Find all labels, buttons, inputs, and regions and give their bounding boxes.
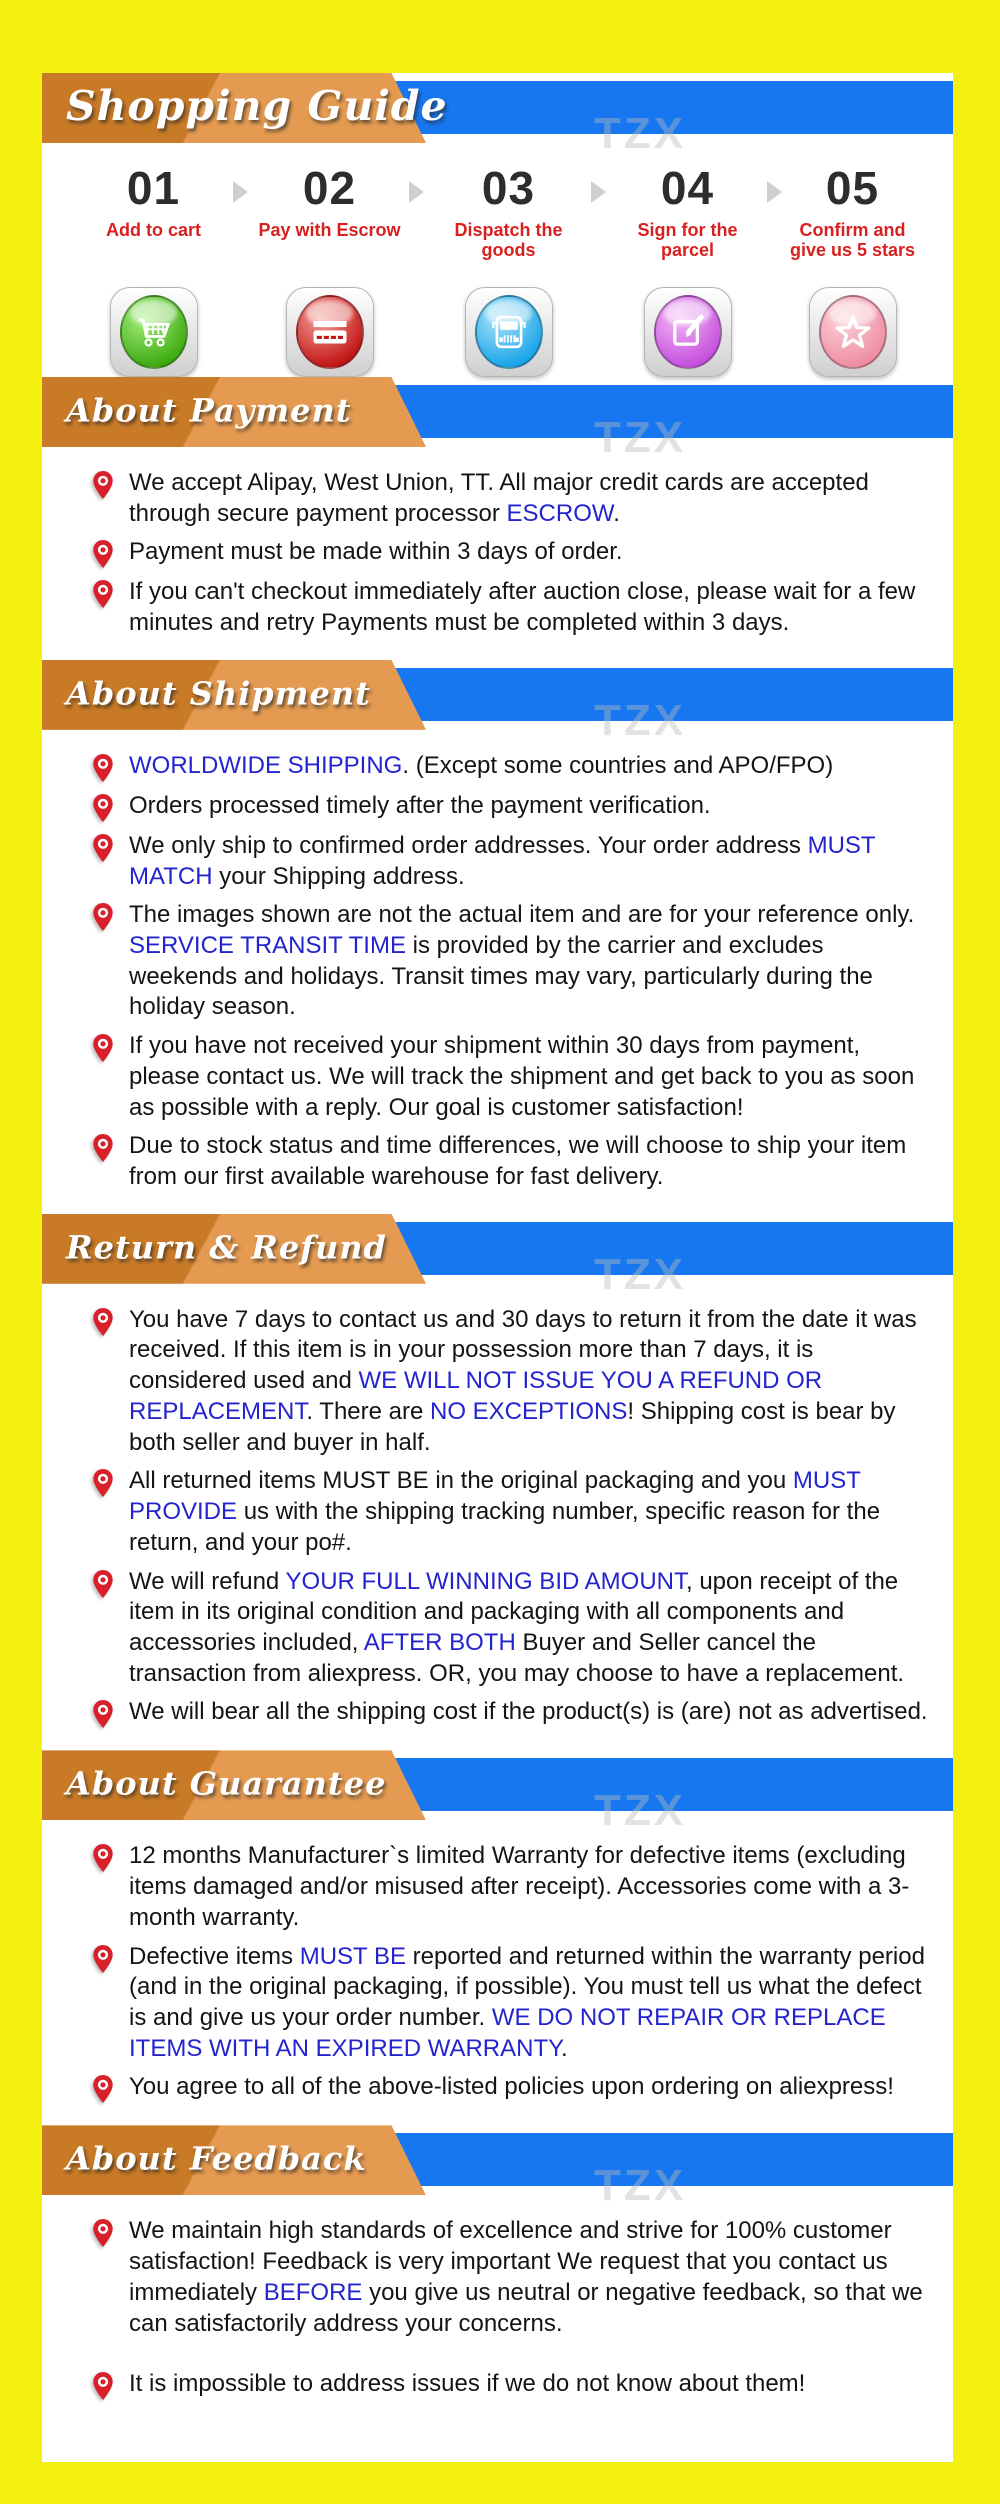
watermark-text: TZX (594, 109, 687, 158)
policy-bullet (92, 791, 929, 823)
watermark-text: TZX (594, 695, 687, 745)
policy-text (129, 1031, 929, 1123)
step-icon-cell (789, 287, 917, 377)
policy-bullet (92, 1131, 929, 1192)
map-pin-icon (92, 579, 114, 609)
step-number: 04 (660, 162, 715, 214)
arrow-right-icon (767, 181, 782, 203)
section-body (42, 2195, 953, 2422)
policy-bullet (92, 831, 929, 892)
policy-bullet (92, 2369, 929, 2401)
arrow-right-icon (591, 181, 606, 203)
map-pin-icon (92, 1307, 114, 1337)
step-number: 02 (302, 162, 357, 214)
body-text: All returned items MUST BE in the original packaging and you (129, 1467, 793, 1495)
policy-text (129, 1131, 929, 1192)
policy-bullet (92, 537, 929, 569)
map-pin-icon (92, 2371, 114, 2401)
step-02 (255, 163, 405, 240)
star-icon (819, 295, 887, 369)
watermark-text: TZX (594, 412, 687, 462)
policy-text (129, 2369, 805, 2400)
body-text: Orders processed timely after the payment verification. (129, 791, 711, 819)
section-banner (42, 660, 953, 745)
body-text: If you can't checkout immediately after auction close, please wait for a few minutes and retry Payments must be completed within 3 days. (129, 578, 916, 637)
policy-text (129, 468, 929, 529)
policy-text (129, 2216, 929, 2339)
policy-bullet (92, 1697, 929, 1729)
emphasis-text: BEFORE (263, 2278, 363, 2306)
edit-icon (654, 295, 722, 369)
icon-spacer (591, 287, 609, 377)
section-title: About Shipment (66, 674, 371, 713)
emphasis-text: SERVICE TRANSIT TIME (129, 932, 406, 959)
map-pin-icon (92, 902, 114, 932)
map-pin-icon (92, 1033, 114, 1063)
section-banner (42, 2125, 953, 2211)
policy-text (129, 577, 929, 638)
section-body (42, 447, 953, 660)
map-pin-icon (92, 1468, 114, 1498)
emphasis-text: ESCROW (506, 499, 614, 527)
cart-icon (120, 295, 188, 369)
body-text: . (Except some countries and APO/FPO) (402, 751, 834, 779)
star-icon-button (809, 287, 897, 377)
policy-text (129, 1942, 929, 2065)
body-text: . (561, 2034, 568, 2062)
step-label: Dispatch the goods (454, 219, 563, 261)
step-icon-cell (613, 287, 763, 377)
emphasis-text: MUST BE (299, 1942, 406, 1970)
body-text: You agree to all of the above-listed policies upon ordering on aliexpress! (129, 2073, 894, 2101)
body-text: We will refund (129, 1567, 286, 1595)
map-pin-icon (92, 470, 114, 500)
icon-spacer (233, 287, 251, 377)
policy-text (129, 791, 711, 822)
cart-icon-button (110, 287, 198, 377)
step-05 (789, 163, 917, 261)
map-pin-icon (92, 2074, 114, 2104)
body-text: your Shipping address. (212, 862, 465, 890)
body-text: The images shown are not the actual item and are for your reference only. (129, 901, 915, 929)
policy-text (129, 537, 623, 568)
map-pin-icon (92, 1944, 114, 1974)
body-text: Buyer and Seller cancel the transaction from aliexpress. OR, you may choose to have a replacement. (129, 1628, 905, 1687)
policy-text (129, 831, 929, 892)
emphasis-text: NO EXCEPTIONS (430, 1397, 628, 1425)
section-banner (42, 1750, 953, 1836)
policy-bullet (92, 1942, 929, 2065)
policy-text (129, 1466, 929, 1558)
body-text: , upon receipt of the item in its original condition and packaging with all components and accessories included, (129, 1567, 899, 1656)
policy-text (129, 1697, 928, 1728)
section-title: Return & Refund (66, 1228, 387, 1267)
policy-text (129, 900, 929, 1023)
step-number: 01 (126, 162, 181, 214)
truck-icon-button (465, 287, 553, 377)
body-text: reported and returned within the warranty period (and in the original packaging, if possible). You must tell us what the defect is and give us your order number. (129, 1942, 925, 2031)
emphasis-text: MUST MATCH (129, 831, 876, 890)
credit-card-icon (296, 295, 364, 369)
policy-text (129, 2072, 894, 2103)
body-text: Due to stock status and time differences, we will choose to ship your item from our first available warehouse for fast delivery. (129, 1132, 907, 1191)
body-text: We accept Alipay, West Union, TT. All major credit cards are accepted through secure payment processor (129, 468, 869, 527)
section-title: About Payment (66, 391, 352, 430)
body-text: If you have not received your shipment within 30 days from payment, please contact us. We will track the shipment and get back to you as soon as possible with a reply. Our goal is customer satisfaction! (129, 1032, 915, 1121)
map-pin-icon (92, 753, 114, 783)
step-04 (613, 163, 763, 261)
step-label: Pay with Escrow (258, 219, 401, 240)
credit-card-icon-button (286, 287, 374, 377)
body-text: . (613, 499, 620, 527)
step-icon-cell (255, 287, 405, 377)
policy-bullet (92, 2072, 929, 2104)
steps-row (103, 162, 916, 261)
map-pin-icon (92, 1569, 114, 1599)
map-pin-icon (92, 2218, 114, 2248)
body-text: It is impossible to address issues if we do not know about them! (129, 2370, 806, 2398)
watermark-text: TZX (594, 1786, 687, 1836)
section-title: About Feedback (66, 2139, 367, 2178)
body-text: ! Shipping cost is bear by both seller and buyer in half. (129, 1397, 896, 1456)
emphasis-text: WE DO NOT REPAIR OR REPLACE ITEMS WITH AN EXPIRED WARRANTY (129, 2003, 886, 2062)
policy-text (129, 1567, 929, 1690)
map-pin-icon (92, 793, 114, 823)
watermark-text: TZX (594, 1249, 687, 1299)
step-label: Sign for the parcel (637, 219, 738, 261)
policy-bullet (92, 1031, 929, 1123)
emphasis-text: AFTER BOTH (363, 1628, 516, 1656)
edit-icon-button (644, 287, 732, 377)
policy-bullet (92, 2216, 929, 2339)
map-pin-icon (92, 539, 114, 569)
arrow-right-icon (233, 181, 248, 203)
step-number: 03 (481, 162, 536, 214)
step-icons-row (103, 287, 893, 377)
body-text: We will bear all the shipping cost if the product(s) is (are) not as advertised. (129, 1698, 928, 1726)
body-text: . There are (306, 1397, 430, 1425)
body-text: You have 7 days to contact us and 30 days to return it from the date it was received. If this item is in your possession more than 7 days, it is considered used and (129, 1305, 917, 1395)
policy-bullet (92, 900, 929, 1023)
body-text: you give us neutral or negative feedback, so that we can satisfactorily address your concerns. (129, 2278, 923, 2337)
policy-sections (42, 377, 953, 2422)
icon-spacer (409, 287, 427, 377)
step-icon-cell (79, 287, 229, 377)
policy-text (129, 1841, 929, 1933)
policy-bullet (92, 1305, 929, 1459)
policy-text (129, 751, 833, 782)
body-text: Defective items (129, 1942, 300, 1970)
body-text: 12 months Manufacturer`s limited Warranty for defective items (excluding items damaged and/or misused after receipt). Accessories come with a 3-month warranty. (129, 1842, 910, 1931)
watermark-text: TZX (594, 2161, 687, 2211)
emphasis-text: MUST PROVIDE (129, 1467, 861, 1526)
body-text: is provided by the carrier and excludes weekends and holidays. Transit times may vary, particularly during the holiday season. (129, 932, 873, 1021)
main-header-banner (42, 73, 953, 158)
emphasis-text: YOUR FULL WINNING BID AMOUNT (285, 1567, 686, 1595)
policy-text (129, 1305, 929, 1459)
section-title: About Guarantee (66, 1764, 387, 1803)
map-pin-icon (92, 1133, 114, 1163)
section-body (42, 1820, 953, 2125)
section-banner (42, 377, 953, 462)
emphasis-text: WE WILL NOT ISSUE YOU A REFUND OR REPLACEMENT (129, 1367, 823, 1425)
map-pin-icon (92, 1843, 114, 1873)
policy-bullet (92, 1466, 929, 1558)
step-03 (431, 163, 587, 261)
policy-bullet (92, 468, 929, 529)
section-banner (42, 1214, 953, 1299)
map-pin-icon (92, 1699, 114, 1729)
emphasis-text: WORLDWIDE SHIPPING (129, 751, 403, 779)
map-pin-icon (92, 833, 114, 863)
body-text: We only ship to confirmed order addresses. Your order address (129, 831, 808, 859)
section-body (42, 1284, 953, 1751)
body-text: We maintain high standards of excellence and strive for 100% customer satisfaction! Feedback is very important We request that you contact us immediately (129, 2217, 892, 2306)
section-body (42, 730, 953, 1214)
step-icon-cell (431, 287, 587, 377)
policy-bullet (92, 1841, 929, 1933)
policy-bullet (92, 1567, 929, 1690)
step-label: Confirm and give us 5 stars (789, 219, 916, 261)
page-title: Shopping Guide (66, 82, 448, 131)
shopping-guide-panel (42, 73, 953, 2462)
truck-icon (475, 295, 543, 369)
step-label: Add to cart (105, 219, 201, 240)
arrow-right-icon (409, 181, 424, 203)
icon-spacer (767, 287, 785, 377)
step-number: 05 (825, 162, 880, 214)
body-text: Payment must be made within 3 days of order. (129, 538, 623, 566)
policy-bullet (92, 751, 929, 783)
body-text: us with the shipping tracking number, specific reason for the return, and your po#. (129, 1498, 881, 1556)
step-01 (79, 163, 229, 240)
policy-bullet (92, 577, 929, 638)
